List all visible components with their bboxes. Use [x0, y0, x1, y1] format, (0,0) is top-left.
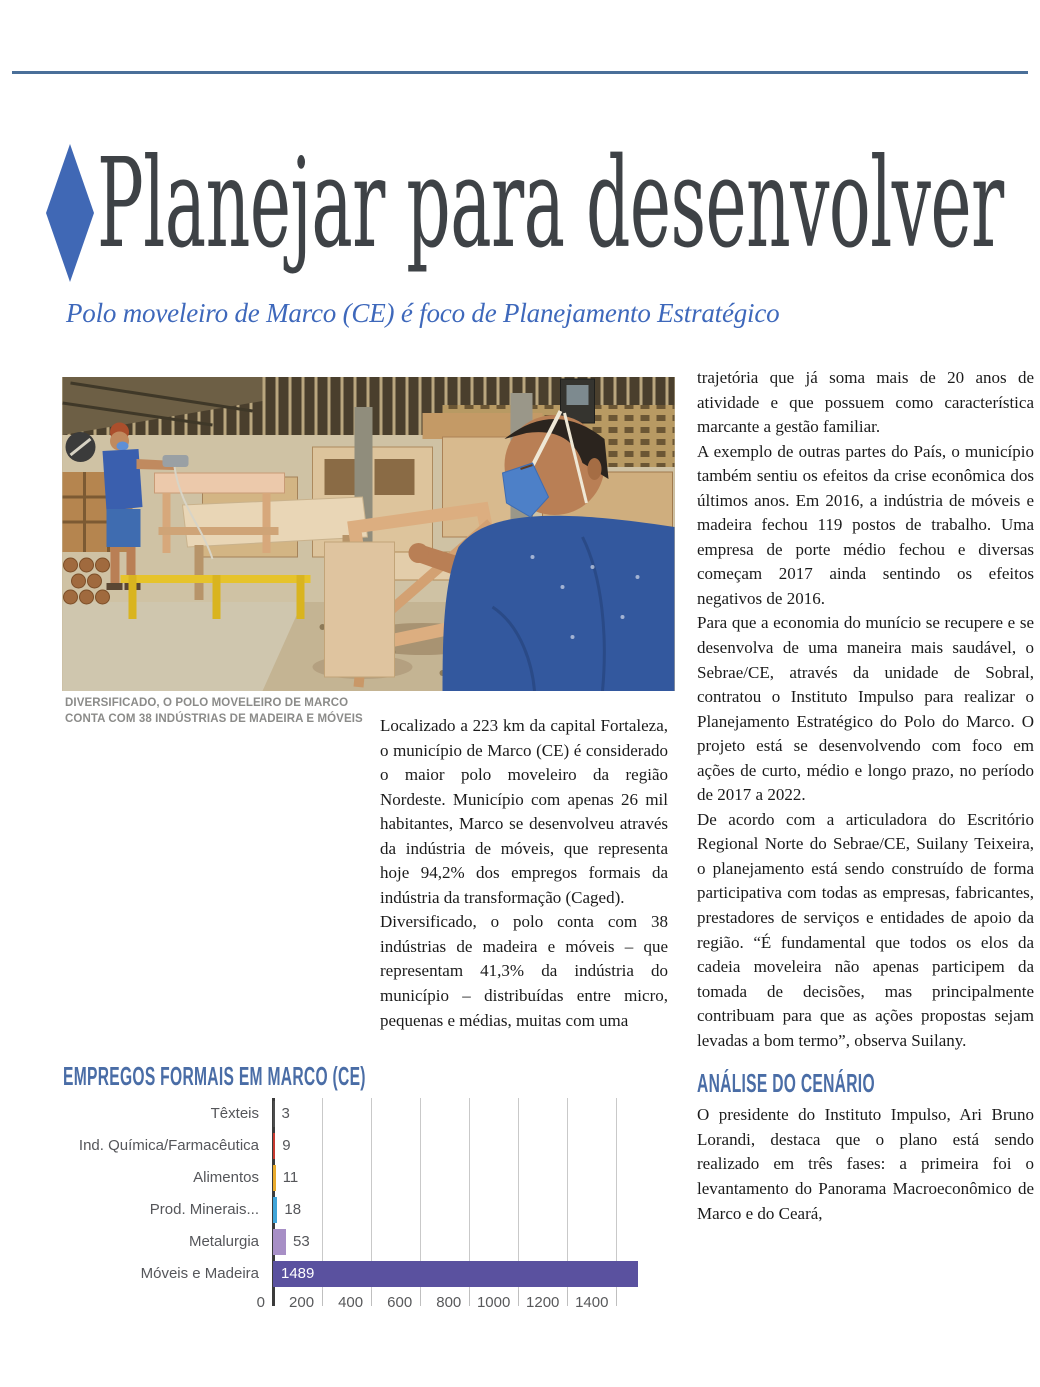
chart-value-label: 3 — [281, 1105, 290, 1122]
page-title: Planejar para desenvolver — [97, 132, 1004, 276]
chart-tick-label: 800 — [436, 1294, 462, 1311]
chart-category-label: Metalurgia — [188, 1233, 259, 1250]
chart-tick-label: 0 — [256, 1294, 265, 1311]
chart-title-text: EMPREGOS FORMAIS EM MARCO (CE) — [63, 1061, 366, 1091]
chart-tick-mark — [616, 1290, 617, 1306]
chart-category-label: Ind. Química/Farmacêutica — [78, 1137, 259, 1154]
chart-tick-label: 1200 — [526, 1294, 560, 1311]
chart-value-label: 1489 — [281, 1265, 315, 1282]
right-paragraph-3: Para que a economia do munício se recupere e se desenvolva de uma maneira mais saudável, o Sebrae/CE, através da unidade de Sobral, contratou o Instituto Impulso para realizar o Planejamento Estratégico do Polo do Marco. O projeto está se desenvolvendo com foco em ações de curto, médio e longo prazo, no período de 2017 a 2022. — [697, 613, 1034, 805]
chart-tick-label: 1000 — [476, 1294, 511, 1311]
middle-paragraph-1: Localizado a 223 km da capital Fortaleza, o município de Marco (CE) é considerado o maior polo moveleiro da região Nordeste. Município com apenas 26 mil habitantes, Marco se desenvolveu através da indústria de móveis, que representa hoje 94,2% dos empregos formais da indústria da transformação (Caged). — [380, 716, 668, 907]
chart-bar — [273, 1229, 286, 1255]
chart-bar — [273, 1261, 638, 1287]
chart-category-label: Alimentos — [193, 1169, 259, 1186]
chart-tick-label: 200 — [289, 1294, 315, 1311]
chart-tick-label: 1400 — [575, 1294, 609, 1311]
chart-title — [63, 1062, 675, 1090]
chart-bar — [273, 1133, 275, 1159]
top-rule — [12, 71, 1028, 74]
middle-paragraph-2: Diversificado, o polo conta com 38 indústrias de madeira e móveis – que representam 41,3% da indústria do município – distribuídas entre micro, pequenas e médias, muitas com uma — [380, 912, 668, 1030]
right-paragraph-2: A exemplo de outras partes do País, o município também sentiu os efeitos da crise econômica dos últimos anos. Em 2016, a indústria de móveis e madeira fechou 119 postos de trabalho. Uma empresa de porte médio fechou e diversas começam 2017 ainda sentindo os efeitos negativos de 2016. — [697, 441, 1034, 608]
chart-plot-area — [63, 1098, 675, 1316]
chart-bar — [273, 1165, 276, 1191]
chart-value-label: 9 — [282, 1137, 291, 1154]
employment-chart — [63, 1062, 675, 1316]
photo-caption-line1: DIVERSIFICADO, O POLO MOVELEIRO DE MARCO — [65, 697, 349, 709]
section-heading — [697, 1069, 1034, 1097]
diamond-bullet-icon — [46, 144, 94, 282]
section-body: O presidente do Instituto Impulso, Ari Bruno Lorandi, destaca que o plano está sendo realizado em três fases: a primeira foi o levantamento do Panorama Macroeconômico de Marco e do Ceará, — [697, 1105, 1034, 1223]
chart-value-label: 11 — [282, 1169, 299, 1186]
chart-category-label: Prod. Minerais... — [149, 1201, 259, 1218]
right-paragraph-4: De acordo com a articuladora do Escritório Regional Norte do Sebrae/CE, Suilany Teixeira, o planejamento está sendo construído de forma participativa com todas as empresas, fabricantes, prestadores de serviços e entidades de apoio da região. “É fundamental que todos os elos da cadeia moveleira não apenas participem da tomada de decisões, mas principalmente contribuam para que as ações propostas sejam levadas a bom termo”, observa Suilany. — [697, 809, 1034, 1050]
right-paragraph-1: trajetória que já soma mais de 20 anos de atividade e que possuem como característica marcante a gestão familiar. — [697, 368, 1034, 437]
workshop-photo — [62, 377, 675, 691]
section-heading-text: ANÁLISE DO CENÁRIO — [697, 1068, 875, 1099]
chart-bar — [273, 1101, 275, 1127]
chart-category-label: Têxteis — [210, 1105, 259, 1122]
photo-caption-line2: CONTA COM 38 INDÚSTRIAS DE MADEIRA E MÓVEIS — [65, 712, 363, 725]
chart-category-label: Móveis e Madeira — [140, 1265, 259, 1282]
chart-value-label: 53 — [293, 1233, 310, 1250]
column-middle — [380, 714, 668, 1033]
chart-value-label: 18 — [284, 1201, 302, 1218]
column-right — [697, 366, 1034, 1226]
chart-tick-label: 600 — [387, 1294, 413, 1311]
chart-tick-label: 400 — [338, 1294, 364, 1311]
chart-bar — [273, 1197, 277, 1223]
subtitle: Polo moveleiro de Marco (CE) é foco de Planejamento Estratégico — [66, 298, 780, 328]
workshop-photo-illustration — [62, 377, 675, 691]
photo-caption — [65, 696, 363, 727]
